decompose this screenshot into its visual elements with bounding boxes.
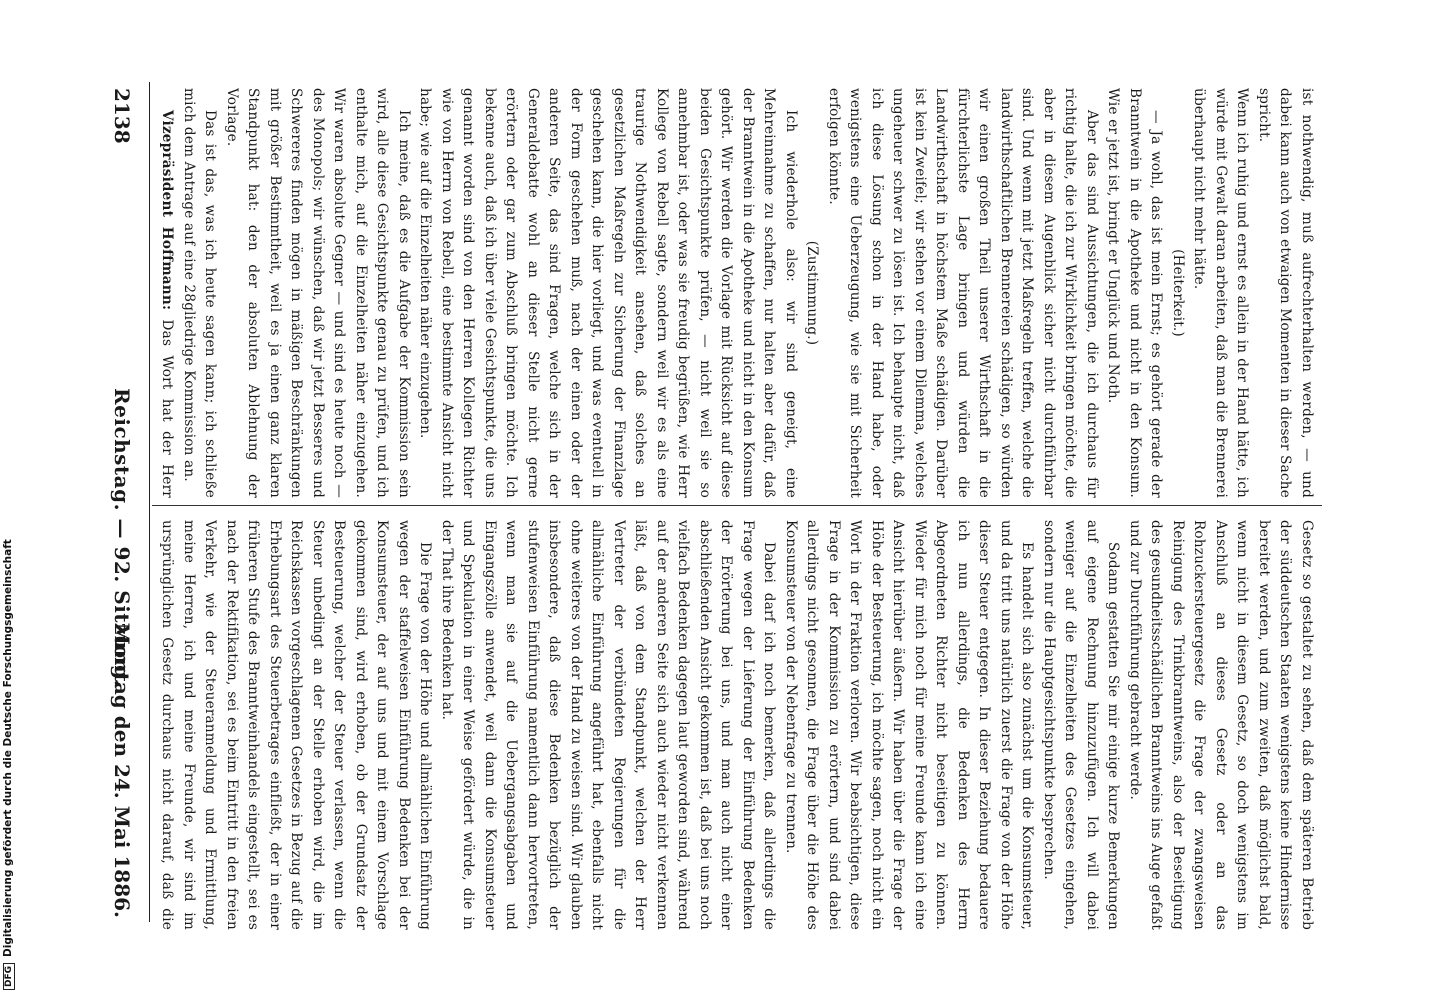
- paragraph: Wenn ich ruhig und ernst es allein in der Hand hätte, ich würde mit Gewalt daran arbeiten, daß man die Brennerei überhaupt nicht mehr hätte.: [1191, 88, 1251, 498]
- dfg-logo-text: DFG: [3, 963, 15, 990]
- running-head: Reichstag. — 92. Sitzung.: [110, 388, 134, 687]
- digitization-credit: [2, 539, 16, 990]
- text-column-right: [157, 88, 1317, 498]
- paragraph: (Zustimmung.): [804, 240, 821, 346]
- paragraph: [157, 88, 178, 498]
- paragraph: Aber das sind Aussichtungen, die ich durchaus für richtig halte, die ich zur Wirklichkeit bringen möchte, die aber in diesem Augenblick sicher nicht durchführbar sind. Und wenn mit jetzt Maßregeln treffen, welche die landwirthschaftlichen Brennereien schädigen, so würden wir einen großen Theil unserer Wirthschaft in die fürchterlichste Lage bringen und würden die Landwirthschaft in höchstem Maße schädigen. Darüber ist kein Zweifel; wir stehen vor einem Dilemma, welches ungeheuer schwer zu lösen ist. Ich behaupte nicht, daß ich diese Lösung schon in der Hand habe, oder wenigstens eine Ueberzeugung, wie sie mit Sicherheit erfolgen könnte.: [826, 88, 1100, 498]
- paragraph: Es handelt sich also zunächst um die Konsumsteuer, und da tritt uns natürlich zuerst die Frage von der Höhe dieser Steuer entgegen. In dieser Beziehung bedauere ich nun allerdings, die Bedenken des Herrn Abgeordneten Richter nicht beseitigen zu können. Wieder für mich noch für meine Freunde kann ich eine Ansicht hierüber äußern. Wir haben über die Frage der Höhe der Besteuerung, ich möchte sagen, noch nicht ein Wort in der Fraktion verloren. Wir beabsichtigen, diese Frage in der Kommission zu erörtern, und sind dabei allerdings nicht gesonnen, die Frage über die Höhe des Konsumsteuer von der Nebenfrage zu trennen.: [783, 520, 1036, 930]
- paragraph: Das ist das, was ich heute sagen kann; ich schließe mich dem Antrage auf eine 28gliedrige Kommission an.: [181, 88, 219, 498]
- paragraph: Sodann gestatten Sie mir einige kurze Bemerkungen auf eigene Rechnung hinzuzufügen. Ich will dabei weniger auf die Einzelheiten des Gesetzes eingehen, sondern nur die Hauptgesichtspunkte besprechen.: [1041, 520, 1122, 930]
- speaker-name: Vizepräsident Hoffmann:: [159, 110, 176, 311]
- paragraph: — Ja wohl, das ist mein Ernst; es gehört gerade der Branntwein in die Apotheke und nicht in den Konsum. Wie er jetzt ist, bringt er Unglück und Noth.: [1105, 88, 1165, 498]
- paragraph: Die Frage von der Höhe und allmählichen Einführung wegen der staffelweisen Einführung Bedenken bei der Konsumsteuer, der auf uns und mit einem Vorschlage gekommen sind, wird erhoben, ob der Grundsatz der Besteuerung, welcher der Steuer verlassen, wenn die Steuer unbedingt an der Stelle erhoben wird, die im Reichskassen vorgeschlagenen Gesetzes in Bezug auf die Erhebungsart des Steuerbetrages einfließt, der in einer früheren Stufe des Branntweinhandels eingestellt, sei es nach der Rektifikation, sei es beim Eintritt in den freien Verkehr, wie der Steueranmeldung und Ermittlung, meine Herren, ich und meine Freunde, wir sind im ursprünglichen Gesetz durchaus nicht darauf, daß die: [159, 520, 434, 930]
- paragraph: Dabei darf ich noch bemerken, daß allerdings die Frage wegen der Lieferung der Einführung Bedenken der Erörterung bei uns, und man auch nicht einer abschließenden Ansicht gekommen ist, daß bei uns noch vielfach Bedenken dagegen laut geworden sind, während auf der anderen Seite sich auch wieder nicht verkennen läßt, daß von dem Standpunkt, welchen der Herr Vertreter der verbündeten Regierungen für die allmähliche Einführung angeführt hat, ebenfalls nicht ohne weiteres von der Hand zu weisen sind. Wir glauben insbesondere, daß diese Bedenken bezüglich der stufenweisen Einführung namentlich dann hervortreten, wenn man sie auf die Uebergangsabgaben und Eingangszölle anwendet, weil dann die Konsumsteuer und Spekulation in einer Weise gefördert würde, die in der That ihre Bedenken hat.: [439, 520, 778, 930]
- credit-text: Digitalisierung gefördert durch die Deutsche Forschungsgemeinschaft: [2, 539, 14, 957]
- text-column-left: [157, 520, 1317, 930]
- speech-text: Das Wort hat der Herr: [159, 319, 176, 498]
- paragraph: Ich wiederhole also: wir sind geneigt, eine Mehreinnahme zu schaffen, nur halten aber dafür, daß der Branntwein in die Apotheke und nicht in den Konsum gehört. Wir werden die Vorlage mit Rücksicht auf diese beiden Gesichtspunkte prüfen, — nicht weil sie so annehmbar ist, oder was sie freudig begrüßen, wie Herr Kollege von Rebell sagte, sondern weil wir es als eine traurige Nothwendigkeit ansehen, daß solches an gesetzlichen Maßregeln zur Sicherung der Finanzlage geschehen kann, die hier vorliegt, und was eventuell in der Form geschehen muß, nach der einen oder der anderen Seite, das sind Fragen, welche sich in der Generaldebatte wohl an dieser Stelle nicht gerne erörtern oder gar zum Abschluß bringen möchte. Ich bekenne auch, daß ich über viele Gesichtspunkte, die uns genannt worden sind von den Herren Kollegen Richter wie von Herrn von Rebell, eine bestimmte Ansicht nicht habe; wie auf die Einzelheiten näher einzugehen.: [417, 88, 799, 498]
- paragraph: ist nothwendig, muß aufrechterhalten werden, — und dabei kann auch von etwaigen Momenten in dieser Sache spricht.: [1256, 88, 1315, 498]
- paragraph: (Heiterkeit.): [1170, 249, 1186, 337]
- header-rule: [149, 82, 150, 922]
- page-header: [102, 88, 142, 918]
- paragraph: Gesetz so gestaltet zu sehen, daß dem späteren Betrieb der süddeutschen Staaten wenigstens keine Hindernisse bereitet werden, und zum zweiten, daß möglichst bald, wenn nicht in diesem Gesetz, so doch wenigstens im Anschluß an dieses Gesetz oder an das Rohzuckersteuergesetz die Frage der zwangsweisen Reinigung des Trinkbranntweins, also der Beseitigung des gesundheitsschädlichen Branntweins ins Auge gefaßt und zur Durchführung gebracht werde.: [1127, 520, 1315, 930]
- column-divider: [152, 505, 1322, 506]
- date-line: Montag den 24. Mai 1886.: [110, 622, 134, 918]
- page-number: 2138: [110, 88, 134, 144]
- paragraph: Ich meine, daß es die Aufgabe der Kommission sein wird, alle diese Gesichtspunkte genau zu prüfen, und ich enthalte mich, auf die Einzelheiten näher einzugehen. Wir waren absolute Gegner — und sind es heute noch — des Monopols; wir wünschen, daß wir jetzt Besseres und Schwereres finden mögen in mäßigen Beschränkungen mit größer Bestimmtheit, weil es ja einen ganz klaren Standpunkt hat: den der absoluten Ablehnung der Vorlage.: [224, 88, 412, 498]
